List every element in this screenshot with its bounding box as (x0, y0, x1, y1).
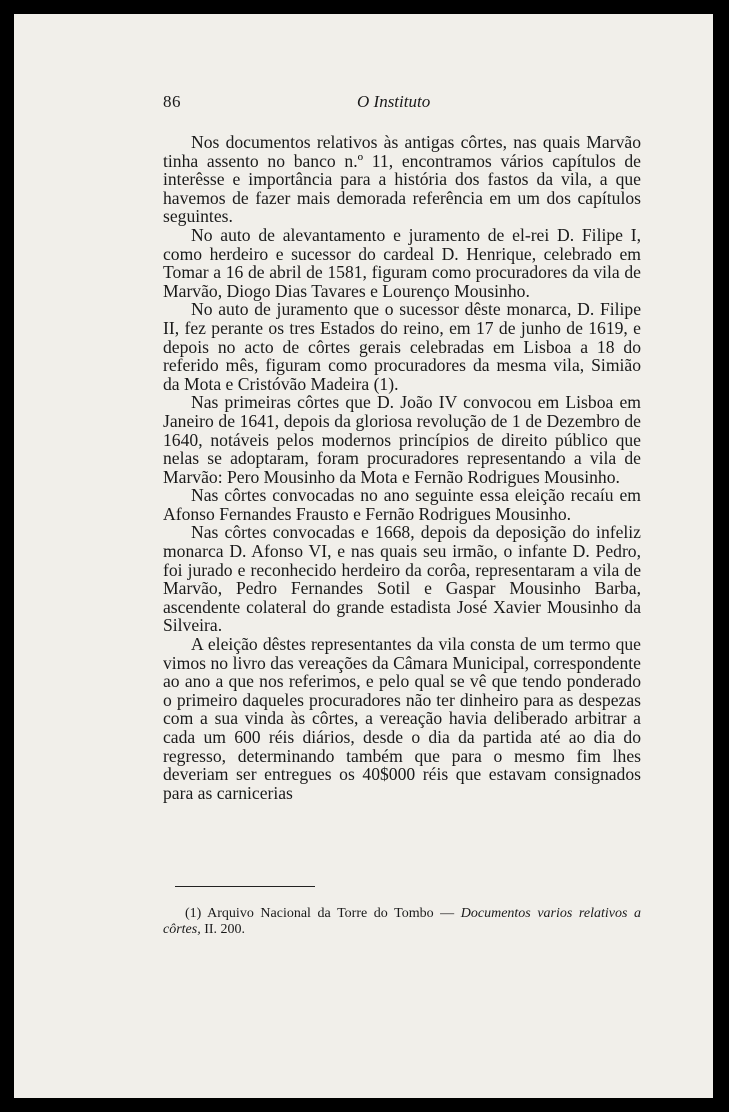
book-page (14, 14, 713, 1098)
paragraph: Nas primeiras côrtes que D. João IV convocou em Lisboa em Janeiro de 1641, depois da gloriosa revolução de 1 de Dezembro de 1640, notáveis pelos modernos princípios de direito público que nelas se adoptaram, foram procuradores representando a vila de Marvão: Pero Mousinho da Mota e Fernão Rodrigues Mousinho. (163, 392, 641, 487)
page-number: 86 (163, 92, 181, 111)
running-title: O Instituto (357, 92, 431, 111)
paragraph: No auto de juramento que o sucessor dêste monarca, D. Filipe II, fez perante os tres Estados do reino, em 17 de junho de 1619, e depois no acto de côrtes gerais celebradas em Lisboa a 18 do referido mês, figuram como procuradores da mesma vila, Simião da Mota e Cristóvão Madeira (1). (163, 299, 641, 394)
paragraph: No auto de alevantamento e juramento de el-rei D. Filipe I, como herdeiro e sucessor do cardeal D. Henrique, celebrado em Tomar a 16 de abril de 1581, figuram como procuradores da vila de Marvão, Diogo Dias Tavares e Lourenço Mousinho. (163, 224, 641, 301)
paragraph: Nas côrtes convocadas e 1668, depois da deposição do infeliz monarca D. Afonso VI, e nas quais seu irmão, o infante D. Pedro, foi jurado e reconhecido herdeiro da corôa, representaram a vila de Marvão, Pedro Fernandes Sotil e Gaspar Mousinho Barba, ascendente colateral do grande estadista José Xavier Mousinho da Silveira. (163, 522, 641, 636)
footnote-reference: II. 200. (200, 922, 246, 937)
footnote-line (163, 906, 641, 938)
paragraph: Nas côrtes convocadas no ano seguinte essa eleição recaíu em Afonso Fernandes Frausto e Fernão Rodrigues Mousinho. (163, 485, 641, 524)
footnote-separator (175, 886, 315, 887)
page-header (14, 92, 713, 116)
footnote-title: Documentos varios relativos a côrtes, (163, 906, 641, 937)
paragraph: A eleição dêstes representantes da vila consta de um termo que vimos no livro das vereações da Câmara Municipal, correspondente ao ano a que nos referimos, e pelo qual se vê que tendo ponderado o primeiro daqueles procuradores não ter dinheiro para as despezas com a sua vinda às côrtes, a vereação havia deliberado arbitrar a cada um 600 réis diários, desde o dia da partida até ao dia do regresso, determinando também que para o mesmo fim lhes deveriam ser entregues os 40$000 réis que estavam consignados para as carnicerias (163, 634, 641, 803)
footnote-marker: (1) (185, 906, 202, 921)
footnote (163, 906, 641, 938)
paragraph: Nos documentos relativos às antigas côrtes, nas quais Marvão tinha assento no banco n.º 11, encontramos vários capítulos de interêsse e importância para a história dos fastos da vila, a que havemos de fazer mais demorada referência em um dos capítulos seguintes. (163, 132, 641, 227)
footnote-text: Arquivo Nacional da Torre do Tombo — (207, 906, 461, 921)
body-text (163, 133, 641, 802)
